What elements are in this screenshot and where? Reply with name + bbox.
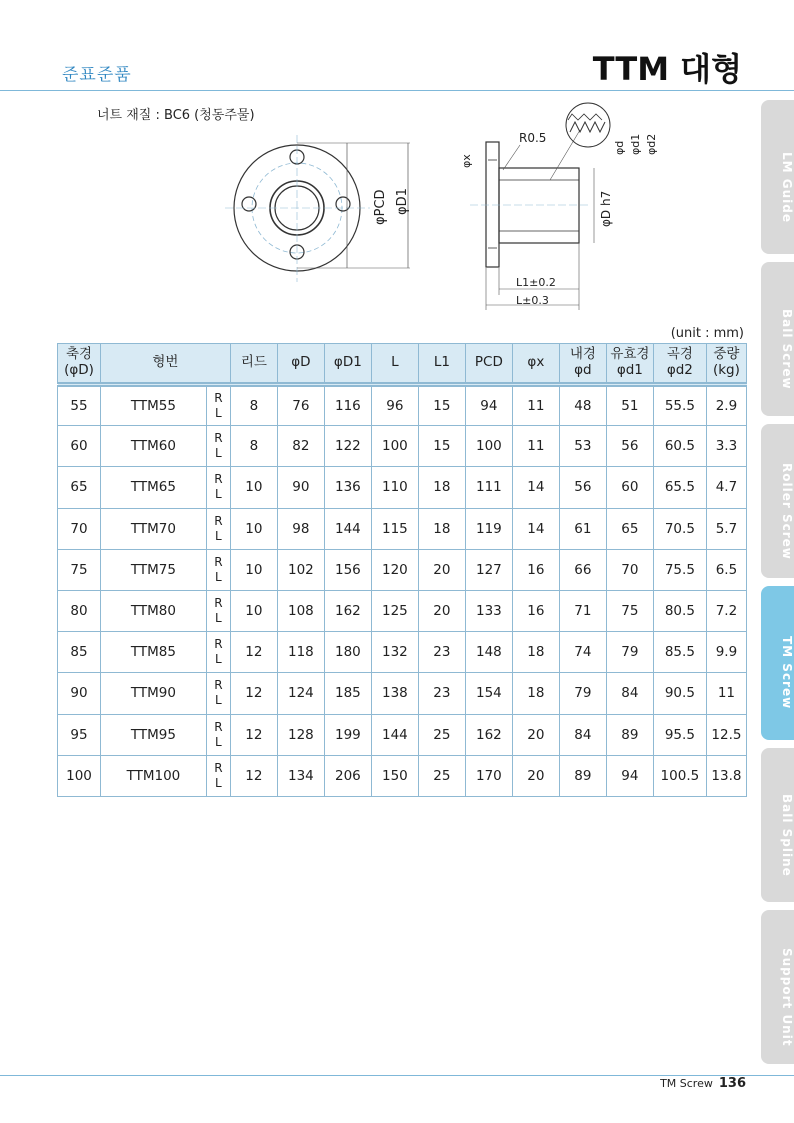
dd2-label: φd2 <box>645 133 658 155</box>
col-L: L <box>371 344 418 385</box>
cell-D: 98 <box>277 508 324 549</box>
cell-d: 84 <box>559 714 606 755</box>
cell-d2: 80.5 <box>653 590 706 631</box>
cell-shaft: 55 <box>58 385 101 426</box>
cell-shaft: 75 <box>58 549 101 590</box>
footer <box>660 1076 746 1091</box>
table-body <box>58 385 747 797</box>
right-hand-mark: R <box>214 760 223 775</box>
side-tab[interactable]: Roller Screw <box>761 424 794 578</box>
right-hand-mark: R <box>214 472 223 487</box>
side-tab[interactable]: TM Screw <box>761 586 794 740</box>
r-label: R0.5 <box>519 131 547 145</box>
cell-d2: 55.5 <box>653 385 706 426</box>
cell-w: 11 <box>706 673 746 714</box>
cell-L: 132 <box>371 632 418 673</box>
cell-PCD: 100 <box>465 426 512 467</box>
pcd-label: φPCD <box>373 189 388 225</box>
cell-PCD: 170 <box>465 755 512 796</box>
cell-d2: 90.5 <box>653 673 706 714</box>
page-title: TTM 대형 <box>592 50 742 88</box>
col-x: φx <box>512 344 559 385</box>
cell-w: 6.5 <box>706 549 746 590</box>
right-hand-mark: R <box>214 554 223 569</box>
cell-PCD: 154 <box>465 673 512 714</box>
cell-D: 76 <box>277 385 324 426</box>
cell-d: 61 <box>559 508 606 549</box>
cell-model: TTM85 <box>101 632 207 673</box>
cell-d: 74 <box>559 632 606 673</box>
cell-d: 89 <box>559 755 606 796</box>
cell-d2: 95.5 <box>653 714 706 755</box>
col-weight: 중량 (kg) <box>706 344 746 385</box>
left-hand-mark: L <box>215 693 222 708</box>
d1-label: φD1 <box>395 188 410 215</box>
cell-lead: 12 <box>230 632 277 673</box>
cell-w: 3.3 <box>706 426 746 467</box>
hand-cell <box>206 590 230 631</box>
cell-lead: 12 <box>230 673 277 714</box>
spec-table <box>57 343 747 797</box>
right-hand-mark: R <box>214 431 223 446</box>
cell-d1: 84 <box>606 673 653 714</box>
cell-PCD: 111 <box>465 467 512 508</box>
cell-D1: 122 <box>324 426 371 467</box>
d-label: φd <box>613 140 626 155</box>
cell-L1: 25 <box>418 755 465 796</box>
table-header-row <box>58 344 747 385</box>
header-divider <box>0 90 794 91</box>
cell-d1: 70 <box>606 549 653 590</box>
cell-d1: 94 <box>606 755 653 796</box>
cell-L: 115 <box>371 508 418 549</box>
left-hand-mark: L <box>215 652 222 667</box>
cell-L1: 23 <box>418 632 465 673</box>
cell-lead: 10 <box>230 549 277 590</box>
cell-D: 108 <box>277 590 324 631</box>
col-L1: L1 <box>418 344 465 385</box>
left-hand-mark: L <box>215 734 222 749</box>
cell-D1: 144 <box>324 508 371 549</box>
cell-D1: 162 <box>324 590 371 631</box>
cell-w: 9.9 <box>706 632 746 673</box>
dh7-label: φD h7 <box>599 190 613 227</box>
cell-x: 14 <box>512 467 559 508</box>
page-number: 136 <box>718 1076 746 1091</box>
thread-detail <box>566 103 610 147</box>
cell-L1: 18 <box>418 508 465 549</box>
cell-lead: 12 <box>230 714 277 755</box>
cell-w: 13.8 <box>706 755 746 796</box>
table-row <box>58 714 747 755</box>
cell-model: TTM90 <box>101 673 207 714</box>
cell-d: 48 <box>559 385 606 426</box>
hand-cell <box>206 385 230 426</box>
cell-d: 66 <box>559 549 606 590</box>
x-label: φx <box>460 154 473 168</box>
cell-PCD: 162 <box>465 714 512 755</box>
cell-shaft: 95 <box>58 714 101 755</box>
cell-shaft: 65 <box>58 467 101 508</box>
cell-w: 7.2 <box>706 590 746 631</box>
cell-D1: 156 <box>324 549 371 590</box>
left-hand-mark: L <box>215 446 222 461</box>
cell-x: 18 <box>512 632 559 673</box>
cell-D: 124 <box>277 673 324 714</box>
cell-w: 4.7 <box>706 467 746 508</box>
side-tab[interactable]: Support Unit <box>761 910 794 1064</box>
footer-section: TM Screw <box>660 1077 713 1090</box>
col-d: 내경 φd <box>559 344 606 385</box>
cell-d: 79 <box>559 673 606 714</box>
cell-D1: 116 <box>324 385 371 426</box>
unit-note: (unit : mm) <box>670 326 744 341</box>
right-hand-mark: R <box>214 678 223 693</box>
cell-d1: 79 <box>606 632 653 673</box>
left-hand-mark: L <box>215 487 222 502</box>
cell-x: 18 <box>512 673 559 714</box>
side-tab[interactable]: Ball Spline <box>761 748 794 902</box>
cell-d1: 75 <box>606 590 653 631</box>
cell-lead: 12 <box>230 755 277 796</box>
cell-d1: 89 <box>606 714 653 755</box>
l1-label: L1±0.2 <box>516 276 556 289</box>
cell-D1: 136 <box>324 467 371 508</box>
cell-d2: 85.5 <box>653 632 706 673</box>
cell-L: 110 <box>371 467 418 508</box>
cell-L: 125 <box>371 590 418 631</box>
cell-D: 90 <box>277 467 324 508</box>
cell-L1: 18 <box>418 467 465 508</box>
cell-d2: 70.5 <box>653 508 706 549</box>
cell-d: 56 <box>559 467 606 508</box>
left-hand-mark: L <box>215 406 222 421</box>
hand-cell <box>206 549 230 590</box>
cell-x: 14 <box>512 508 559 549</box>
cell-model: TTM65 <box>101 467 207 508</box>
cell-L: 100 <box>371 426 418 467</box>
cell-x: 20 <box>512 714 559 755</box>
cell-L1: 20 <box>418 590 465 631</box>
cell-L: 144 <box>371 714 418 755</box>
cell-L: 138 <box>371 673 418 714</box>
side-tab[interactable]: Ball Screw <box>761 262 794 416</box>
cell-PCD: 119 <box>465 508 512 549</box>
right-hand-mark: R <box>214 391 223 406</box>
right-hand-mark: R <box>214 719 223 734</box>
cell-L: 120 <box>371 549 418 590</box>
cell-shaft: 60 <box>58 426 101 467</box>
col-PCD: PCD <box>465 344 512 385</box>
table-row <box>58 673 747 714</box>
left-hand-mark: L <box>215 569 222 584</box>
table-row <box>58 426 747 467</box>
cell-model: TTM95 <box>101 714 207 755</box>
cell-D: 128 <box>277 714 324 755</box>
cell-lead: 10 <box>230 467 277 508</box>
cell-D1: 180 <box>324 632 371 673</box>
col-model: 형번 <box>101 344 231 385</box>
cell-x: 16 <box>512 590 559 631</box>
cell-d1: 65 <box>606 508 653 549</box>
cell-d1: 60 <box>606 467 653 508</box>
cell-L1: 15 <box>418 385 465 426</box>
table-row <box>58 632 747 673</box>
hand-cell <box>206 508 230 549</box>
cell-shaft: 80 <box>58 590 101 631</box>
table-row <box>58 385 747 426</box>
nut-drawing <box>220 100 680 315</box>
col-shaft: 축경 (φD) <box>58 344 101 385</box>
cell-w: 12.5 <box>706 714 746 755</box>
right-hand-mark: R <box>214 637 223 652</box>
cell-D1: 185 <box>324 673 371 714</box>
cell-D1: 199 <box>324 714 371 755</box>
col-d1: 유효경 φd1 <box>606 344 653 385</box>
cell-d2: 60.5 <box>653 426 706 467</box>
side-tab[interactable]: LM Guide <box>761 100 794 254</box>
cell-x: 11 <box>512 385 559 426</box>
dd1-label: φd1 <box>629 133 642 155</box>
cell-shaft: 100 <box>58 755 101 796</box>
cell-PCD: 133 <box>465 590 512 631</box>
hand-cell <box>206 755 230 796</box>
cell-x: 20 <box>512 755 559 796</box>
col-D: φD <box>277 344 324 385</box>
cell-D: 102 <box>277 549 324 590</box>
cell-lead: 8 <box>230 385 277 426</box>
cell-L: 96 <box>371 385 418 426</box>
cell-PCD: 148 <box>465 632 512 673</box>
left-hand-mark: L <box>215 611 222 626</box>
cell-model: TTM60 <box>101 426 207 467</box>
right-hand-mark: R <box>214 513 223 528</box>
cell-lead: 8 <box>230 426 277 467</box>
table-row <box>58 467 747 508</box>
cell-d: 53 <box>559 426 606 467</box>
cell-model: TTM70 <box>101 508 207 549</box>
hand-cell <box>206 632 230 673</box>
l-label: L±0.3 <box>516 294 549 307</box>
right-hand-mark: R <box>214 596 223 611</box>
cell-model: TTM55 <box>101 385 207 426</box>
table-row <box>58 590 747 631</box>
section-label: 준표준품 <box>62 65 132 85</box>
cell-d2: 100.5 <box>653 755 706 796</box>
cell-d2: 65.5 <box>653 467 706 508</box>
cell-lead: 10 <box>230 590 277 631</box>
cell-D: 118 <box>277 632 324 673</box>
cell-x: 16 <box>512 549 559 590</box>
cell-L1: 15 <box>418 426 465 467</box>
cell-PCD: 127 <box>465 549 512 590</box>
cell-D: 134 <box>277 755 324 796</box>
table-row <box>58 508 747 549</box>
cell-L1: 20 <box>418 549 465 590</box>
cell-d: 71 <box>559 590 606 631</box>
col-d2: 곡경 φd2 <box>653 344 706 385</box>
cell-D1: 206 <box>324 755 371 796</box>
table-row <box>58 755 747 796</box>
table-row <box>58 549 747 590</box>
cell-L1: 23 <box>418 673 465 714</box>
cell-x: 11 <box>512 426 559 467</box>
cell-shaft: 90 <box>58 673 101 714</box>
cell-shaft: 85 <box>58 632 101 673</box>
cell-w: 5.7 <box>706 508 746 549</box>
cell-D: 82 <box>277 426 324 467</box>
hand-cell <box>206 673 230 714</box>
cell-d2: 75.5 <box>653 549 706 590</box>
left-hand-mark: L <box>215 528 222 543</box>
hand-cell <box>206 714 230 755</box>
cell-d1: 56 <box>606 426 653 467</box>
cell-PCD: 94 <box>465 385 512 426</box>
cell-L: 150 <box>371 755 418 796</box>
hand-cell <box>206 467 230 508</box>
cell-d1: 51 <box>606 385 653 426</box>
hand-cell <box>206 426 230 467</box>
cell-L1: 25 <box>418 714 465 755</box>
col-lead: 리드 <box>230 344 277 385</box>
cell-model: TTM80 <box>101 590 207 631</box>
left-hand-mark: L <box>215 775 222 790</box>
material-note: 너트 재질 : BC6 (청동주물) <box>97 108 255 123</box>
cell-lead: 10 <box>230 508 277 549</box>
cell-shaft: 70 <box>58 508 101 549</box>
col-D1: φD1 <box>324 344 371 385</box>
cell-w: 2.9 <box>706 385 746 426</box>
cell-model: TTM100 <box>101 755 207 796</box>
cell-model: TTM75 <box>101 549 207 590</box>
